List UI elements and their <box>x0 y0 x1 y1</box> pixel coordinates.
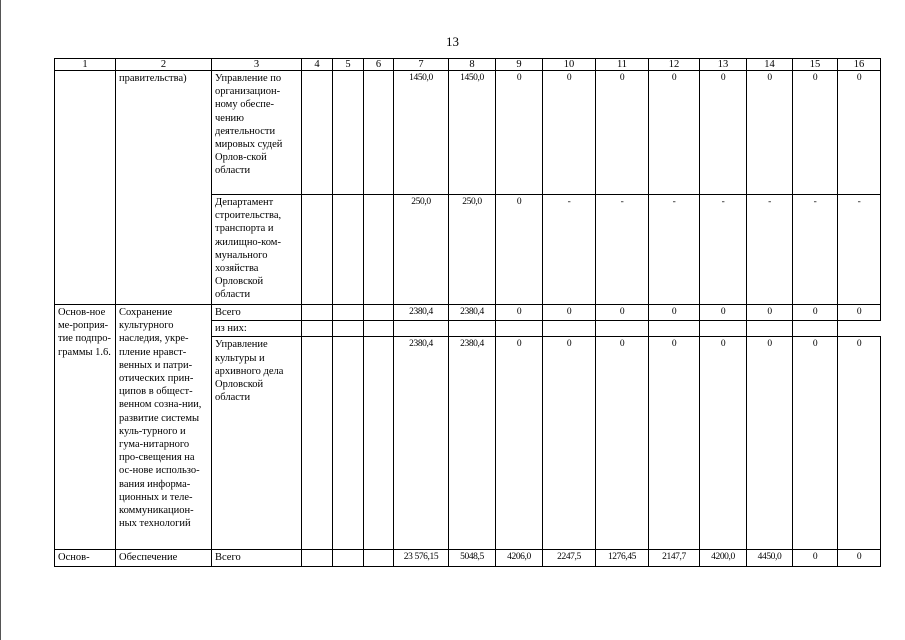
activity-cell: Основ-ное ме-роприя-тие подпро-граммы 1.6. <box>55 305 116 550</box>
value-cell: 1450,0 <box>449 71 496 195</box>
value-cell: 2247,5 <box>543 550 596 566</box>
empty-cell <box>543 321 596 337</box>
empty-cell <box>496 321 543 337</box>
empty-cell <box>793 321 838 337</box>
column-number: 13 <box>700 59 747 71</box>
value-cell: 4200,0 <box>700 550 747 566</box>
empty-cell <box>747 321 793 337</box>
empty-cell <box>364 71 394 195</box>
column-number: 3 <box>212 59 302 71</box>
value-cell: 2147,7 <box>649 550 700 566</box>
empty-cell <box>302 550 333 566</box>
empty-cell <box>333 71 364 195</box>
value-cell: 4450,0 <box>747 550 793 566</box>
value-cell: 0 <box>747 337 793 550</box>
value-cell: - <box>700 195 747 305</box>
value-cell: 2380,4 <box>394 337 449 550</box>
column-number: 9 <box>496 59 543 71</box>
budget-table <box>54 58 881 567</box>
column-number: 11 <box>596 59 649 71</box>
value-cell: - <box>838 195 881 305</box>
table-row <box>55 305 881 321</box>
value-cell: 0 <box>700 337 747 550</box>
value-cell: 0 <box>793 337 838 550</box>
value-cell: 5048,5 <box>449 550 496 566</box>
value-cell: 2380,4 <box>449 337 496 550</box>
executor-cell: Управление по организацион-ному обеспе-чению деятельности мировых судей Орлов-ской области <box>212 71 302 195</box>
value-cell: 0 <box>747 71 793 195</box>
value-cell: 250,0 <box>449 195 496 305</box>
value-cell: 0 <box>747 305 793 321</box>
value-cell: 0 <box>793 550 838 566</box>
value-cell: 0 <box>838 305 881 321</box>
value-cell: 0 <box>596 305 649 321</box>
value-cell: 2380,4 <box>394 305 449 321</box>
value-cell: 0 <box>700 305 747 321</box>
value-cell: 0 <box>543 337 596 550</box>
value-cell: 0 <box>496 337 543 550</box>
column-number: 8 <box>449 59 496 71</box>
value-cell: - <box>793 195 838 305</box>
empty-cell <box>394 321 449 337</box>
value-cell: 23 576,15 <box>394 550 449 566</box>
value-cell: - <box>596 195 649 305</box>
empty-cell <box>333 305 364 321</box>
table-row <box>55 550 881 566</box>
empty-cell <box>333 337 364 550</box>
column-number: 16 <box>838 59 881 71</box>
program-name-cell: правительства) <box>116 71 212 305</box>
empty-cell <box>364 337 394 550</box>
executor-cell: Всего <box>212 550 302 566</box>
scan-edge <box>0 0 1 640</box>
executor-cell: Департамент строительства, транспорта и жилищно-ком-мунального хозяйства Орловской области <box>212 195 302 305</box>
empty-cell <box>596 321 649 337</box>
value-cell: 0 <box>496 195 543 305</box>
value-cell: - <box>747 195 793 305</box>
column-number: 5 <box>333 59 364 71</box>
value-cell: 1450,0 <box>394 71 449 195</box>
empty-cell <box>302 337 333 550</box>
empty-cell <box>364 321 394 337</box>
column-numbers-row <box>55 59 881 71</box>
value-cell: 0 <box>838 550 881 566</box>
executor-cell: Управление культуры и архивного дела Орловской области <box>212 337 302 550</box>
value-cell: 0 <box>793 71 838 195</box>
value-cell: 0 <box>793 305 838 321</box>
value-cell: 0 <box>596 337 649 550</box>
value-cell: - <box>543 195 596 305</box>
value-cell: 1276,45 <box>596 550 649 566</box>
value-cell: 250,0 <box>394 195 449 305</box>
value-cell: 0 <box>838 71 881 195</box>
value-cell: 0 <box>496 71 543 195</box>
value-cell: 0 <box>543 305 596 321</box>
column-number: 15 <box>793 59 838 71</box>
empty-cell <box>302 321 333 337</box>
empty-cell <box>364 550 394 566</box>
empty-cell <box>700 321 747 337</box>
program-name-cell: Обеспечение <box>116 550 212 566</box>
column-number: 7 <box>394 59 449 71</box>
column-number: 4 <box>302 59 333 71</box>
empty-cell <box>649 321 700 337</box>
value-cell: 0 <box>596 71 649 195</box>
empty-cell <box>333 550 364 566</box>
activity-cell <box>55 71 116 305</box>
value-cell: 2380,4 <box>449 305 496 321</box>
value-cell: 0 <box>543 71 596 195</box>
empty-cell <box>302 71 333 195</box>
column-number: 1 <box>55 59 116 71</box>
value-cell: 0 <box>838 337 881 550</box>
page-number: 13 <box>446 34 459 49</box>
empty-cell <box>449 321 496 337</box>
column-number: 14 <box>747 59 793 71</box>
column-number: 10 <box>543 59 596 71</box>
value-cell: - <box>649 195 700 305</box>
empty-cell <box>364 305 394 321</box>
executor-cell: Всего <box>212 305 302 321</box>
empty-cell <box>302 195 333 305</box>
value-cell: 4206,0 <box>496 550 543 566</box>
empty-cell <box>302 305 333 321</box>
program-name-cell: Сохранение культурного наследия, укре-пление нравст-венных и патри-отических прин-ципов в общест-венном сознa-нии, развитие системы куль-турного и гума-нитарного про-свещения на ос-нове использо-вания информа-ционных и теле-коммуникацион-ных технологий <box>116 305 212 550</box>
table-row <box>55 71 881 195</box>
empty-cell <box>333 321 364 337</box>
value-cell: 0 <box>649 71 700 195</box>
column-number: 2 <box>116 59 212 71</box>
empty-cell <box>333 195 364 305</box>
value-cell: 0 <box>649 305 700 321</box>
value-cell: 0 <box>649 337 700 550</box>
column-number: 12 <box>649 59 700 71</box>
column-number: 6 <box>364 59 394 71</box>
activity-cell: Основ- <box>55 550 116 566</box>
value-cell: 0 <box>496 305 543 321</box>
executor-cell: из них: <box>212 321 302 337</box>
value-cell: 0 <box>700 71 747 195</box>
empty-cell <box>364 195 394 305</box>
